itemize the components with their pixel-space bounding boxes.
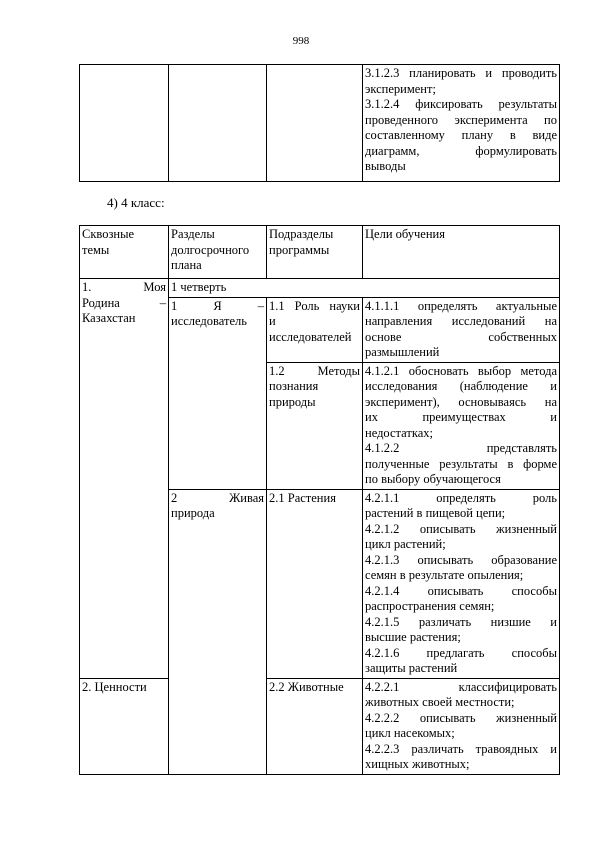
goal-line: распространения семян;: [365, 599, 495, 613]
goal-line: недостатках;: [365, 425, 433, 440]
subsection-cell: [267, 297, 363, 362]
subsection-cell: [267, 362, 363, 489]
goal-line: 3.1.2.4 фиксировать результаты: [365, 97, 557, 111]
continuation-table: [79, 64, 560, 182]
goal-line: 4.2.2.3 различать травоядных и: [365, 741, 557, 756]
goal-line: их преимуществах и: [365, 410, 557, 424]
goal-line: растений в пищевой цепи;: [365, 506, 506, 520]
goal-line: исследования (наблюдение и: [365, 379, 557, 393]
header-line: плана: [171, 258, 202, 272]
goal-line: эксперимент;: [365, 81, 436, 96]
empty-cell: [267, 65, 363, 182]
header-line: Разделы: [171, 227, 215, 241]
goal-line: диаграмм, формулировать: [365, 143, 557, 158]
goal-line: 4.2.1.5 различать низшие и: [365, 614, 557, 629]
subsection-line: исследователей: [269, 329, 352, 344]
subsection-line: 1.1 Роль науки: [269, 298, 360, 313]
goals-cell: [363, 65, 560, 182]
header-line: Подразделы: [269, 227, 334, 241]
section-line: 1 Я –: [171, 298, 264, 313]
header-line: темы: [82, 242, 110, 257]
section-line: природа: [171, 506, 215, 520]
goal-line: по выбору обучающегося: [365, 472, 501, 486]
theme-line: Родина –: [82, 295, 166, 310]
header-goals: [363, 226, 560, 279]
goals-cell: [363, 362, 560, 489]
header-subsections: [267, 226, 363, 279]
goal-line: направления исследований на: [365, 314, 557, 328]
goal-line: 4.1.1.1 определять актуальные: [365, 298, 557, 313]
goal-line: цикл насекомых;: [365, 726, 455, 740]
section-line: исследователь: [171, 314, 247, 328]
header-line: программы: [269, 242, 330, 257]
goal-line: полученные результаты в форме: [365, 456, 557, 471]
goal-line: 4.2.1.6 предлагать способы: [365, 645, 557, 660]
goal-line: высшие растения;: [365, 630, 461, 644]
goal-line: 4.2.1.3 описывать образование: [365, 552, 557, 567]
goal-line: цикл растений;: [365, 537, 446, 551]
goal-line: 4.2.2.1 классифицировать: [365, 679, 557, 694]
subsection-cell: 2.1 Растения: [267, 489, 363, 678]
goal-line: 3.1.2.3 планировать и проводить: [365, 66, 557, 80]
subsection-line: 1.2 Методы: [269, 363, 360, 378]
goal-line: 4.2.2.2 описывать жизненный: [365, 710, 557, 725]
theme-cell: 2. Ценности: [80, 678, 169, 774]
header-line: Цели обучения: [365, 227, 445, 241]
goal-line: животных своей местности;: [365, 695, 515, 709]
goal-line: 4.2.1.2 описывать жизненный: [365, 521, 557, 536]
header-line: Сквозные: [82, 227, 135, 241]
section-cell: [169, 297, 267, 489]
section-heading: 4) 4 класс:: [107, 195, 165, 210]
header-sections: [169, 226, 267, 279]
goal-line: 4.2.1.4 описывать способы: [365, 583, 557, 598]
quarter-cell: 1 четверть: [169, 279, 560, 298]
subsection-cell: 2.2 Животные: [267, 678, 363, 774]
theme-line: 1. Моя: [82, 280, 166, 294]
subsection-line: познания: [269, 379, 319, 393]
goal-line: хищных животных;: [365, 757, 470, 771]
goal-line: 4.2.1.1 определять роль: [365, 490, 557, 505]
curriculum-table: [79, 225, 560, 775]
empty-cell: [80, 65, 169, 182]
subsection-line: и: [269, 314, 276, 328]
goal-line: 4.1.2.2 представлять: [365, 441, 557, 455]
page-number: 998: [292, 35, 310, 47]
theme-line: Казахстан: [82, 311, 136, 325]
goal-line: 4.1.2.1 обосновать выбор метода: [365, 363, 557, 378]
goal-line: составленному плану в виде: [365, 128, 557, 142]
header-themes: [80, 226, 169, 279]
goal-line: семян в результате опыления;: [365, 568, 524, 582]
header-line: долгосрочного: [171, 242, 250, 257]
section-cell: [169, 489, 267, 774]
goal-line: защиты растений: [365, 661, 458, 675]
section-line: 2 Живая: [171, 490, 264, 505]
goals-cell: [363, 489, 560, 678]
subsection-line: природы: [269, 394, 316, 409]
goals-cell: [363, 297, 560, 362]
goal-line: основе собственных: [365, 329, 557, 344]
goal-line: проведенного эксперимента по: [365, 112, 557, 127]
goal-line: выводы: [365, 159, 406, 173]
goals-cell: [363, 678, 560, 774]
empty-cell: [169, 65, 267, 182]
theme-cell: [80, 279, 169, 679]
goal-line: эксперимент), основываясь на: [365, 394, 557, 409]
goal-line: размышлений: [365, 345, 440, 359]
